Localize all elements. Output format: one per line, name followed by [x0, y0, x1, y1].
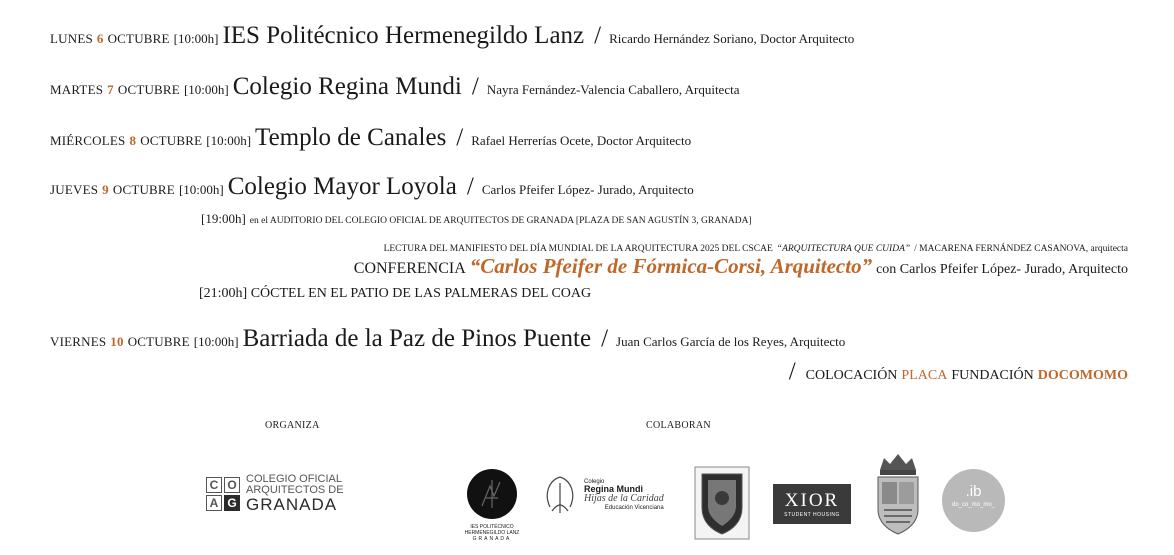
event-day-number: 6: [96, 31, 104, 46]
event-place: Barriada de la Paz de Pinos Puente: [242, 325, 592, 352]
event-time: [10:00h]: [173, 31, 219, 46]
event-separator: /: [601, 325, 609, 352]
ies-logo: [464, 468, 520, 542]
event-place: Colegio Mayor Loyola: [227, 173, 457, 200]
shield-icon: [694, 466, 750, 540]
event-place: IES Politécnico Hermenegildo Lanz: [222, 22, 585, 49]
conference-title: “Carlos Pfeifer de Fórmica-Corsi, Arquitecto”: [469, 254, 873, 278]
evening-time: [19:00h]: [201, 211, 246, 226]
coag-letter: O: [224, 477, 240, 493]
colaboran-label: COLABORAN: [646, 420, 711, 431]
event-weekday: MIÉRCOLES: [50, 133, 126, 148]
xior-wordmark: XIOR: [784, 490, 840, 511]
ib-wordmark: .ib: [965, 483, 982, 500]
rm-small: Colegio: [584, 478, 605, 485]
event-day-number: 9: [102, 182, 109, 197]
coag-logo: [206, 474, 344, 514]
regina-mundi-text: [584, 479, 664, 512]
ib-sub: do_co_mo_mo_: [951, 502, 996, 508]
event-time: [10:00h]: [183, 82, 229, 97]
event-month: OCTUBRE: [107, 31, 170, 46]
ies-line: HERMENEGILDO LANZ: [464, 529, 520, 536]
event-month: OCTUBRE: [112, 182, 175, 197]
event-place: Templo de Canales: [255, 124, 447, 151]
coag-line: ARQUITECTOS DE: [246, 484, 344, 497]
docomomo-word: DOCOMOMO: [1037, 368, 1128, 383]
regina-mundi-emblem-icon: [540, 473, 580, 517]
event-day-number: 7: [107, 82, 114, 97]
rm-title: Regina Mundi: [584, 484, 643, 495]
event-thursday: [50, 173, 694, 201]
event-time: [10:00h]: [206, 133, 252, 148]
event-place: Colegio Regina Mundi: [232, 73, 462, 100]
canales-shield-logo: [694, 466, 750, 545]
event-wednesday: [50, 124, 691, 152]
event-speaker: Rafael Herrerías Ocete, Doctor Arquitecto: [471, 133, 692, 148]
crowned-shield-icon: [872, 452, 924, 536]
event-speaker: Juan Carlos García de los Reyes, Arquitecto: [616, 334, 846, 349]
ies-line: GRANADA: [472, 535, 512, 542]
manifesto-suffix: / MACARENA FERNÁNDEZ CASANOVA, arquitecta: [914, 244, 1128, 254]
event-speaker: Carlos Pfeifer López- Jurado, Arquitecto: [481, 182, 694, 197]
event-separator: /: [456, 124, 464, 151]
coag-letter: A: [206, 495, 222, 511]
xior-sub: STUDENT HOUSING: [784, 512, 840, 518]
event-weekday: VIERNES: [50, 334, 107, 349]
plaque-prefix: COLOCACIÓN: [805, 368, 898, 383]
conference-speaker: con Carlos Pfeifer López- Jurado, Arquitecto: [876, 262, 1128, 277]
manifesto-prefix: LECTURA DEL MANIFIESTO DEL DÍA MUNDIAL DE LA ARQUITECTURA 2025 DEL CSCAE: [383, 244, 773, 254]
event-separator: /: [594, 22, 602, 49]
event-month: OCTUBRE: [140, 133, 203, 148]
event-month: OCTUBRE: [127, 334, 190, 349]
event-friday: [50, 325, 845, 353]
regina-mundi-logo: [540, 473, 664, 517]
organiza-label: ORGANIZA: [265, 420, 320, 431]
docomomo-ib-logo: [942, 469, 1005, 532]
ies-emblem-icon: [466, 468, 518, 520]
event-day-number: 10: [110, 334, 124, 349]
rm-sub: Educación Vicenciana: [604, 504, 664, 511]
plaque-line: [789, 358, 1128, 386]
event-time: [10:00h]: [193, 334, 239, 349]
event-tuesday: [50, 73, 739, 101]
event-day-number: 8: [129, 133, 137, 148]
event-time: [10:00h]: [178, 182, 224, 197]
coag-line: COLEGIO OFICIAL: [246, 473, 342, 485]
coag-wordmark: [246, 474, 344, 514]
plaque-separator: /: [788, 358, 796, 385]
event-separator: /: [471, 73, 479, 100]
event-weekday: LUNES: [50, 31, 93, 46]
coag-monogram: [206, 477, 240, 511]
cocktail-line: [199, 284, 591, 302]
plaque-middle: FUNDACIÓN: [951, 368, 1034, 383]
coag-letter: G: [224, 495, 240, 511]
pinos-puente-shield-logo: [872, 452, 924, 541]
manifesto-title: “ARQUITECTURA QUE CUIDA”: [776, 244, 911, 254]
xior-logo: [773, 484, 851, 524]
cocktail-text: [21:00h] CÓCTEL EN EL PATIO DE LAS PALMERAS DEL COAG: [199, 286, 592, 301]
event-separator: /: [466, 173, 474, 200]
rm-script: Hijas de la Caridad: [584, 493, 664, 505]
event-weekday: JUEVES: [50, 182, 99, 197]
event-speaker: Ricardo Hernández Soriano, Doctor Arquitecto: [609, 31, 855, 46]
conference-label: CONFERENCIA: [353, 260, 466, 277]
coag-line: GRANADA: [246, 495, 338, 515]
conference-line: [354, 254, 1128, 279]
ies-line: IES POLITÉCNICO: [470, 524, 514, 530]
thursday-evening-line: [201, 210, 752, 228]
event-weekday: MARTES: [50, 82, 104, 97]
ies-text: [464, 525, 520, 542]
event-month: OCTUBRE: [117, 82, 180, 97]
plaque-word: PLACA: [901, 368, 948, 383]
coag-letter: C: [206, 477, 222, 493]
event-speaker: Nayra Fernández-Valencia Caballero, Arquitecta: [486, 82, 740, 97]
event-monday: [50, 22, 854, 50]
evening-location: en el AUDITORIO DEL COLEGIO OFICIAL DE ARQUITECTOS DE GRANADA [PLAZA DE SAN AGUSTÍN 3, GRANADA]: [249, 216, 752, 226]
